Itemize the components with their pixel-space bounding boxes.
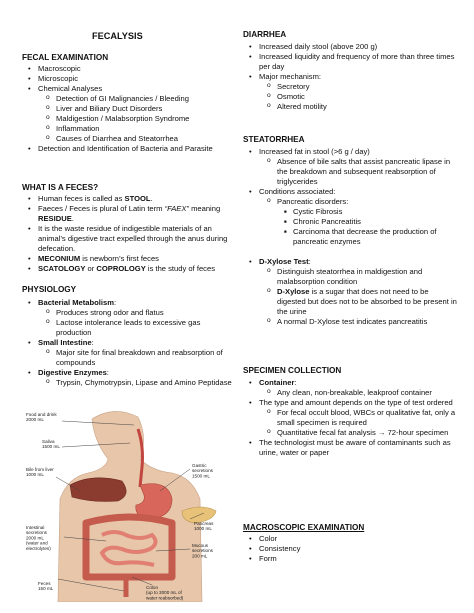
list-item: ■ Cystic Fibrosis — [243, 207, 459, 217]
macroscopic-list — [243, 534, 459, 564]
list-item: • Microscopic — [22, 74, 234, 84]
label-intestinal: Intestinal secretions 2000 mL (water and electrolytes) — [26, 525, 51, 551]
label-pancreas: Pancreas 1000 mL — [194, 521, 214, 532]
diarrhea-heading: DIARRHEA — [243, 30, 287, 39]
list-item: • D-Xylose Test: — [243, 257, 459, 267]
fecal-exam-list — [22, 64, 234, 154]
list-item: • Increased daily stool (above 200 g) — [243, 42, 459, 52]
list-item: o Osmotic — [243, 92, 459, 102]
document-title: FECALYSIS — [92, 31, 143, 41]
list-item: o Distinguish steatorrhea in maldigestion and malabsorption condition — [243, 267, 459, 287]
list-item: o For fecal occult blood, WBCs or qualitative fat, only a small specimen is required — [243, 408, 459, 428]
list-item: o Absence of bile salts that assist pancreatic lipase in the breakdown and subsequent reabsorption of triglycerides — [243, 157, 459, 187]
list-item: • Consistency — [243, 544, 459, 554]
diarrhea-list — [243, 42, 459, 112]
steatorrhea-heading: STEATORRHEA — [243, 135, 305, 144]
list-item: o Secretory — [243, 82, 459, 92]
list-item: o Causes of Diarrhea and Steatorrhea — [22, 134, 234, 144]
label-feces: Feces 150 mL — [38, 581, 54, 592]
list-item: • Increased liquidity and frequency of more than three times per day — [243, 52, 459, 72]
liver-shape — [70, 478, 126, 502]
feces-list — [22, 194, 234, 274]
list-item: • It is the waste residue of indigestible materials of an animal’s digestive tract expelled through the anus during defecation. — [22, 224, 234, 254]
specimen-list — [243, 378, 459, 458]
list-item: o D-Xylose is a sugar that does not need to be digested but does not to be absorbed to be present in the urine — [243, 287, 459, 317]
list-item: • Color — [243, 534, 459, 544]
list-item: o Any clean, non-breakable, leakproof container — [243, 388, 459, 398]
list-item: o Produces strong odor and flatus — [22, 308, 234, 318]
list-item: o Altered motility — [243, 102, 459, 112]
physiology-heading: PHYSIOLOGY — [22, 285, 77, 294]
list-item: • MECONIUM is newborn’s first feces — [22, 254, 234, 264]
list-item: o A normal D-Xylose test indicates pancreatitis — [243, 317, 459, 327]
list-item: • Form — [243, 554, 459, 564]
dxylose-list — [243, 257, 459, 327]
list-item: • Chemical Analyses — [22, 84, 234, 94]
label-saliva: Saliva 1500 mL — [42, 439, 60, 450]
list-item: o Liver and Biliary Duct Disorders — [22, 104, 234, 114]
feces-heading: WHAT IS A FECES? — [22, 183, 99, 192]
list-item: • Conditions associated: — [243, 187, 459, 197]
list-item: • Digestive Enzymes: — [22, 368, 234, 378]
list-item: ■ Chronic Pancreatitis — [243, 217, 459, 227]
list-item: o Lactose intolerance leads to excessive gas production — [22, 318, 234, 338]
label-bile: Bile from liver 1000 mL — [26, 467, 54, 478]
list-item: • The technologist must be aware of contaminants such as urine, water or paper — [243, 438, 459, 458]
list-item: o Maldigestion / Malabsorption Syndrome — [22, 114, 234, 124]
list-item: o Trypsin, Chymotrypsin, Lipase and Amino Peptidase — [22, 378, 234, 388]
physiology-list — [22, 298, 234, 388]
list-item: • Increased fat in stool (>6 g / day) — [243, 147, 459, 157]
digestive-system-figure — [22, 407, 234, 602]
body-silhouette — [58, 411, 202, 602]
list-item: o Pancreatic disorders: — [243, 197, 459, 207]
list-item: o Inflammation — [22, 124, 234, 134]
list-item: • Bacterial Metabolism: — [22, 298, 234, 308]
list-item: o Quantitative fecal fat analysis → 72-hour specimen — [243, 428, 459, 438]
label-colon: Colon (up to 3000 mL of water reabsorbed) — [146, 585, 184, 601]
list-item: • Major mechanism: — [243, 72, 459, 82]
label-mucous: Mucous secretions 200 mL — [192, 543, 213, 559]
list-item: • Detection and Identification of Bacteria and Parasite — [22, 144, 234, 154]
list-item: • Faeces / Feces is plural of Latin term “FAEX” meaning RESIDUE. — [22, 204, 234, 224]
list-item: • Container: — [243, 378, 459, 388]
list-item: • The type and amount depends on the type of test ordered — [243, 398, 459, 408]
list-item: • SCATOLOGY or COPROLOGY is the study of feces — [22, 264, 234, 274]
label-food: Food and drink 2000 mL — [26, 412, 57, 423]
steatorrhea-list — [243, 147, 459, 247]
macroscopic-heading: MACROSCOPIC EXAMINATION — [243, 523, 365, 532]
list-item: • Human feces is called as STOOL. — [22, 194, 234, 204]
fecal-exam-heading: FECAL EXAMINATION — [22, 53, 109, 62]
list-item: o Major site for final breakdown and reabsorption of compounds — [22, 348, 234, 368]
list-item: • Macroscopic — [22, 64, 234, 74]
label-gastric: Gastric secretions 1500 mL — [192, 463, 213, 479]
specimen-heading: SPECIMEN COLLECTION — [243, 366, 342, 375]
list-item: o Detection of GI Malignancies / Bleeding — [22, 94, 234, 104]
list-item: ■ Carcinoma that decrease the production of pancreatic enzymes — [243, 227, 459, 247]
list-item: • Small Intestine: — [22, 338, 234, 348]
